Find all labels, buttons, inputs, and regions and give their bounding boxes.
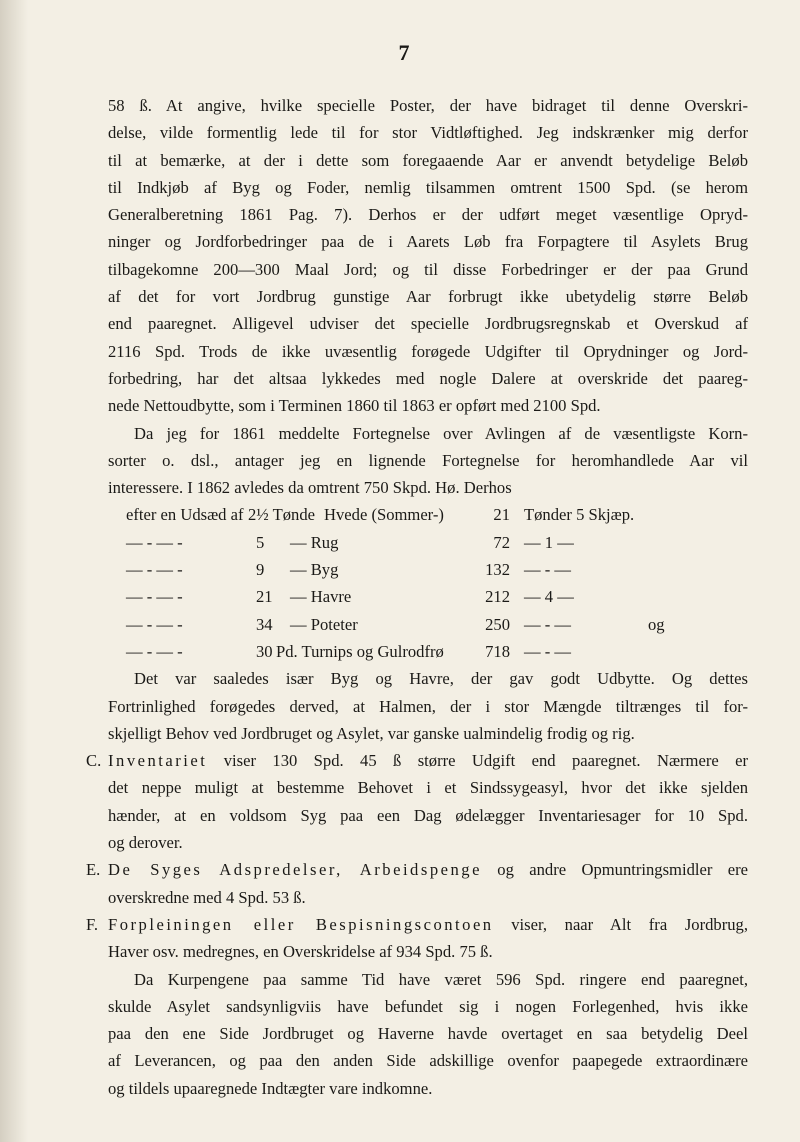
table-cell-unit: Tønder 5 Skjæp. bbox=[524, 505, 635, 525]
table-cell-yield: 132 bbox=[485, 560, 510, 580]
line-rest: viser 130 Spd. 45 ß større Udgift end paaregnet. Nærmere er bbox=[207, 751, 748, 771]
table-cell-yield: 718 bbox=[485, 641, 510, 661]
table-cell-unit: — - — bbox=[524, 614, 572, 634]
section-marker: F. bbox=[86, 914, 99, 934]
table-row bbox=[108, 556, 748, 583]
table-cell-unit: — 1 — bbox=[524, 532, 574, 552]
text-line: overskredne med 4 Spd. 53 ß. bbox=[108, 887, 306, 907]
table-cell-lead: — - — - bbox=[126, 560, 183, 580]
text-line: Haver osv. medregnes, en Overskridelse af 934 Spd. 75 ß. bbox=[108, 942, 493, 962]
line-rest: viser, naar Alt fra Jordbrug, bbox=[493, 914, 748, 934]
table-cell-lead: — - — - bbox=[126, 587, 183, 607]
table-cell-crop: — Havre bbox=[290, 587, 352, 607]
section-c bbox=[86, 747, 748, 856]
text-line: Da jeg for 1861 meddelte Fortegnelse over Avlingen af de væsentligste Korn- bbox=[134, 423, 748, 443]
table-cell-crop: — Byg bbox=[290, 560, 339, 580]
text-line: Det var saaledes især Byg og Havre, der gav godt Udbytte. Og dettes bbox=[134, 669, 748, 689]
table-cell-yield: 72 bbox=[493, 532, 510, 552]
text-line: Generalberetning 1861 Pag. 7). Derhos er der udført meget væsentlige Opryd- bbox=[108, 205, 748, 225]
table-cell-lead: — - — - bbox=[126, 641, 183, 661]
text-line: 58 ß. At angive, hvilke specielle Poster, der have bidraget til denne Overskri- bbox=[108, 96, 748, 115]
text-line: af det for vort Jordbrug gunstige Aar forbrugt ikke ubetydelig større Beløb bbox=[108, 287, 748, 307]
line-rest: og andre Opmuntringsmidler ere bbox=[481, 860, 748, 880]
text-line: og derover. bbox=[108, 833, 183, 853]
table-row bbox=[108, 611, 748, 638]
text-line: paa den ene Side Jordbruget og Haverne havde overtaget en saa betydelig Deel bbox=[108, 1024, 748, 1044]
text-line: skjelligt Behov ved Jordbruget og Asylet, var ganske ualmindelig frodig og rig. bbox=[108, 723, 635, 743]
harvest-table bbox=[108, 501, 748, 665]
table-cell-yield: 21 bbox=[493, 505, 510, 525]
table-row bbox=[108, 638, 748, 665]
spaced-heading: Forpleiningen eller Bespisningscontoen bbox=[108, 914, 494, 934]
table-cell-unit: — 4 — bbox=[524, 587, 574, 607]
text-line: interessere. I 1862 avledes da omtrent 750 Skpd. Hø. Derhos bbox=[108, 478, 512, 498]
spaced-heading: Inventariet bbox=[108, 751, 208, 771]
text-line: forbedring, har det altsaa lykkedes med nogle Dalere at overskride det paareg- bbox=[108, 368, 748, 388]
text-line: til Indkjøb af Byg og Foder, nemlig tilsammen omtrent 1500 Spd. (se herom bbox=[108, 177, 748, 197]
table-cell-amount: 34 bbox=[256, 614, 273, 634]
paragraph-4 bbox=[108, 966, 748, 1102]
paragraph-1 bbox=[108, 92, 748, 420]
section-marker: E. bbox=[86, 860, 101, 880]
table-cell-crop: — Rug bbox=[290, 532, 339, 552]
table-cell-tail: og bbox=[648, 614, 665, 634]
text-line: sorter o. dsl., antager jeg en lignende Fortegnelse for heromhandlede Aar vil bbox=[108, 450, 748, 470]
text-line: nede Nettoudbytte, som i Terminen 1860 til 1863 er opført med 2100 Spd. bbox=[108, 396, 601, 416]
page-edge-shadow bbox=[0, 0, 28, 1142]
text-line: end paaregnet. Alligevel udviser det specielle Jordbrugsregnskab et Overskud af bbox=[108, 314, 748, 334]
section-e bbox=[86, 856, 748, 911]
text-line: 2116 Spd. Trods de ikke uvæsentlig forøgede Udgifter til Oprydninger og Jord- bbox=[108, 341, 748, 361]
table-cell-crop: Pd. Turnips og Gulrodfrø bbox=[276, 641, 444, 661]
text-line bbox=[86, 911, 748, 938]
table-cell-crop: — Poteter bbox=[290, 614, 358, 634]
text-line: Fortrinlighed forøgedes derved, at Halmen, der i stor Mængde tiltrænges til for- bbox=[108, 696, 748, 716]
table-cell-lead: — - — - bbox=[126, 532, 183, 552]
text-line: tilbagekomne 200—300 Maal Jord; og til disse Forbedringer er der paa Grund bbox=[108, 259, 748, 279]
body-text bbox=[86, 92, 748, 1102]
page-number: 7 bbox=[398, 40, 410, 65]
section-marker: C. bbox=[86, 751, 102, 771]
text-line: delse, vilde formentlig lede til for stor Vidtløftighed. Jeg indskrænker mig derfor bbox=[108, 123, 748, 143]
text-line bbox=[86, 856, 748, 883]
section-f bbox=[86, 911, 748, 966]
text-line: og tildels upaaregnede Indtægter vare indkomne. bbox=[108, 1078, 433, 1098]
table-cell-unit: — - — bbox=[524, 641, 572, 661]
table-cell-lead: — - — - bbox=[126, 614, 183, 634]
table-cell-lead: efter en Udsæd af bbox=[126, 505, 244, 525]
spaced-heading: De Syges Adspredelser, Arbeidspenge bbox=[108, 860, 482, 880]
table-cell-yield: 212 bbox=[485, 587, 510, 607]
text-line: hænder, at en voldsom Syg paa een Dag ødelægger Inventariesager for 10 Spd. bbox=[108, 805, 748, 825]
table-cell-unit: — - — bbox=[524, 560, 572, 580]
table-cell-amount: 30 bbox=[256, 641, 273, 661]
paragraph-2 bbox=[108, 420, 748, 502]
text-line: Da Kurpengene paa samme Tid have været 596 Spd. ringere end paaregnet, bbox=[134, 969, 748, 989]
table-cell-amount: 9 bbox=[256, 560, 265, 580]
text-line: det neppe muligt at bestemme Behovet i et Sindssygeasyl, hvor det ikke sjelden bbox=[108, 778, 748, 798]
text-line: ninger og Jordforbedringer paa de i Aarets Løb fra Forpagtere til Asylets Brug bbox=[108, 232, 748, 252]
paragraph-3 bbox=[108, 665, 748, 747]
table-cell-yield: 250 bbox=[485, 614, 510, 634]
text-line: til at bemærke, at der i dette som foregaaende Aar er anvendt betydelige Beløb bbox=[108, 150, 748, 170]
table-cell-amount: 21 bbox=[256, 587, 273, 607]
text-line: af Leverancen, og paa den anden Side adskillige ovenfor paapegede extraordinære bbox=[108, 1051, 748, 1071]
table-cell-amount: 5 bbox=[256, 532, 265, 552]
text-line: skulde Asylet sandsynligviis have befundet sig i nogen Forlegenhed, hvis ikke bbox=[108, 996, 748, 1016]
table-row bbox=[108, 501, 748, 528]
text-line bbox=[86, 747, 748, 774]
table-cell-amount: 2½ Tønde bbox=[248, 505, 315, 525]
table-cell-crop: Hvede (Sommer-) bbox=[324, 505, 444, 525]
table-row bbox=[108, 583, 748, 610]
table-row bbox=[108, 529, 748, 556]
